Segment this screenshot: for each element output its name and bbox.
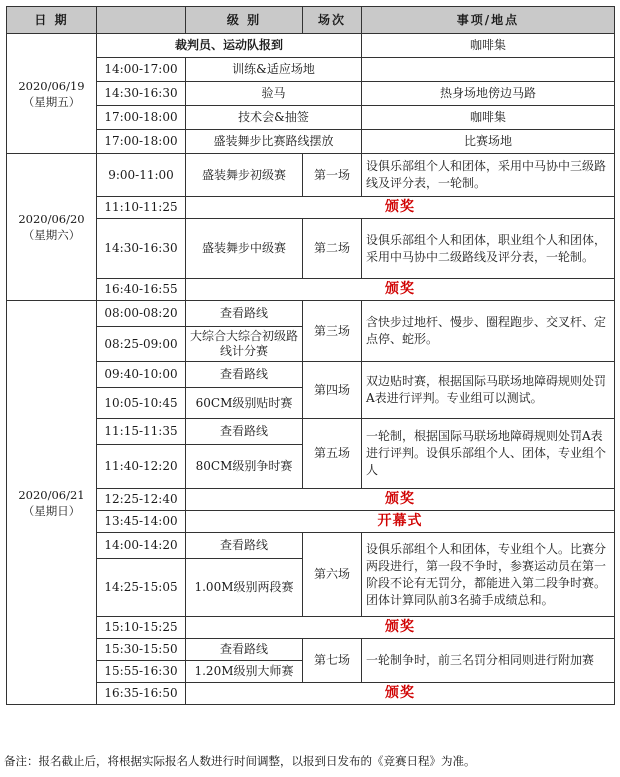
table-row — [7, 511, 615, 533]
round-cell: 第三场 — [303, 301, 362, 362]
award-cell: 颁奖 — [186, 279, 615, 301]
level-cell: 查看路线 — [186, 419, 303, 445]
time-cell: 16:40-16:55 — [97, 279, 186, 301]
description-cell: 含快步过地杆、慢步、圈程跑步、交叉杆、定点停、蛇形。 — [362, 301, 615, 362]
checkin-cell: 裁判员、运动队报到 — [97, 34, 362, 58]
award-cell: 颁奖 — [186, 197, 615, 219]
table-row — [7, 301, 615, 327]
time-cell: 15:55-16:30 — [97, 661, 186, 683]
header-level: 级 别 — [186, 7, 303, 34]
award-cell: 颁奖 — [186, 683, 615, 705]
time-cell: 14:00-14:20 — [97, 533, 186, 559]
table-row — [7, 106, 615, 130]
table-row — [7, 219, 615, 279]
time-cell: 14:00-17:00 — [97, 58, 186, 82]
footnote: 备注：报名截止后，将根据实际报名人数进行时间调整，以报到日发布的《竞赛日程》为准。 — [4, 754, 476, 768]
level-cell: 查看路线 — [186, 639, 303, 661]
level-cell: 盛装舞步比赛路线摆放 — [186, 130, 362, 154]
time-cell: 17:00-18:00 — [97, 106, 186, 130]
header-row — [7, 7, 615, 34]
award-cell: 颁奖 — [186, 489, 615, 511]
level-cell: 1.20M级别大师赛 — [186, 661, 303, 683]
table-row — [7, 639, 615, 661]
place-cell: 比赛场地 — [362, 130, 615, 154]
description-cell: 一轮制争时，前三名罚分相同则进行附加赛 — [362, 639, 615, 683]
level-cell: 盛装舞步中级赛 — [186, 219, 303, 279]
description-cell: 设俱乐部组个人和团体，职业组个人和团体，采用中马协中二级路线及评分表，一轮制。 — [362, 219, 615, 279]
table-row — [7, 279, 615, 301]
level-cell: 训练&适应场地 — [186, 58, 362, 82]
award-cell: 颁奖 — [186, 617, 615, 639]
table-row — [7, 362, 615, 388]
time-cell: 9:00-11:00 — [97, 154, 186, 197]
level-cell: 查看路线 — [186, 301, 303, 327]
description-cell: 一轮制，根据国际马联场地障碍规则处罚A表进行评判。设俱乐部组个人、团体，专业组个人 — [362, 419, 615, 489]
round-cell: 第四场 — [303, 362, 362, 419]
place-cell: 热身场地傍边马路 — [362, 82, 615, 106]
level-cell: 60CM级别贴时赛 — [186, 388, 303, 419]
time-cell: 14:30-16:30 — [97, 82, 186, 106]
time-cell: 13:45-14:00 — [97, 511, 186, 533]
date-cell: 2020/06/19 （星期五） — [7, 34, 97, 154]
time-cell: 11:15-11:35 — [97, 419, 186, 445]
level-cell: 查看路线 — [186, 533, 303, 559]
date-cell: 2020/06/21 （星期日） — [7, 301, 97, 705]
level-cell: 查看路线 — [186, 362, 303, 388]
date-cell: 2020/06/20 （星期六） — [7, 154, 97, 301]
table-row — [7, 82, 615, 106]
time-cell: 08:00-08:20 — [97, 301, 186, 327]
time-cell: 16:35-16:50 — [97, 683, 186, 705]
time-cell: 11:10-11:25 — [97, 197, 186, 219]
table-row — [7, 197, 615, 219]
place-cell: 咖啡集 — [362, 34, 615, 58]
table-row — [7, 617, 615, 639]
time-cell: 12:25-12:40 — [97, 489, 186, 511]
schedule-table — [6, 6, 615, 705]
time-cell: 08:25-09:00 — [97, 327, 186, 362]
table-row — [7, 154, 615, 197]
place-cell: 咖啡集 — [362, 106, 615, 130]
header-matter: 事项/地点 — [362, 7, 615, 34]
time-cell: 14:25-15:05 — [97, 559, 186, 617]
round-cell: 第一场 — [303, 154, 362, 197]
level-cell: 1.00M级别两段赛 — [186, 559, 303, 617]
opening-ceremony-cell: 开幕式 — [186, 511, 615, 533]
round-cell: 第七场 — [303, 639, 362, 683]
level-cell: 验马 — [186, 82, 362, 106]
table-row — [7, 34, 615, 58]
place-cell — [362, 58, 615, 82]
description-cell: 设俱乐部组个人和团体，专业组个人。比赛分两段进行，第一段不争时，参赛运动员在第一阶段不论有无罚分，都能进入第二段争时赛。团体计算同队前3名骑手成绩总和。 — [362, 533, 615, 617]
table-row — [7, 58, 615, 82]
time-cell: 15:10-15:25 — [97, 617, 186, 639]
time-cell: 09:40-10:00 — [97, 362, 186, 388]
table-row — [7, 419, 615, 445]
time-cell: 17:00-18:00 — [97, 130, 186, 154]
table-row — [7, 489, 615, 511]
time-cell: 14:30-16:30 — [97, 219, 186, 279]
level-cell: 技术会&抽签 — [186, 106, 362, 130]
time-cell: 15:30-15:50 — [97, 639, 186, 661]
level-cell: 盛装舞步初级赛 — [186, 154, 303, 197]
round-cell: 第二场 — [303, 219, 362, 279]
description-cell: 设俱乐部组个人和团体，采用中马协中三级路线及评分表，一轮制。 — [362, 154, 615, 197]
round-cell: 第六场 — [303, 533, 362, 617]
time-cell: 10:05-10:45 — [97, 388, 186, 419]
header-time — [97, 7, 186, 34]
level-cell: 80CM级别争时赛 — [186, 445, 303, 489]
header-date: 日 期 — [7, 7, 97, 34]
level-cell: 大综合大综合初级路线计分赛 — [186, 327, 303, 362]
table-row — [7, 683, 615, 705]
header-round: 场次 — [303, 7, 362, 34]
description-cell: 双边贴时赛，根据国际马联场地障碍规则处罚A表进行评判。专业组可以测试。 — [362, 362, 615, 419]
round-cell: 第五场 — [303, 419, 362, 489]
table-row — [7, 533, 615, 559]
table-row — [7, 130, 615, 154]
time-cell: 11:40-12:20 — [97, 445, 186, 489]
